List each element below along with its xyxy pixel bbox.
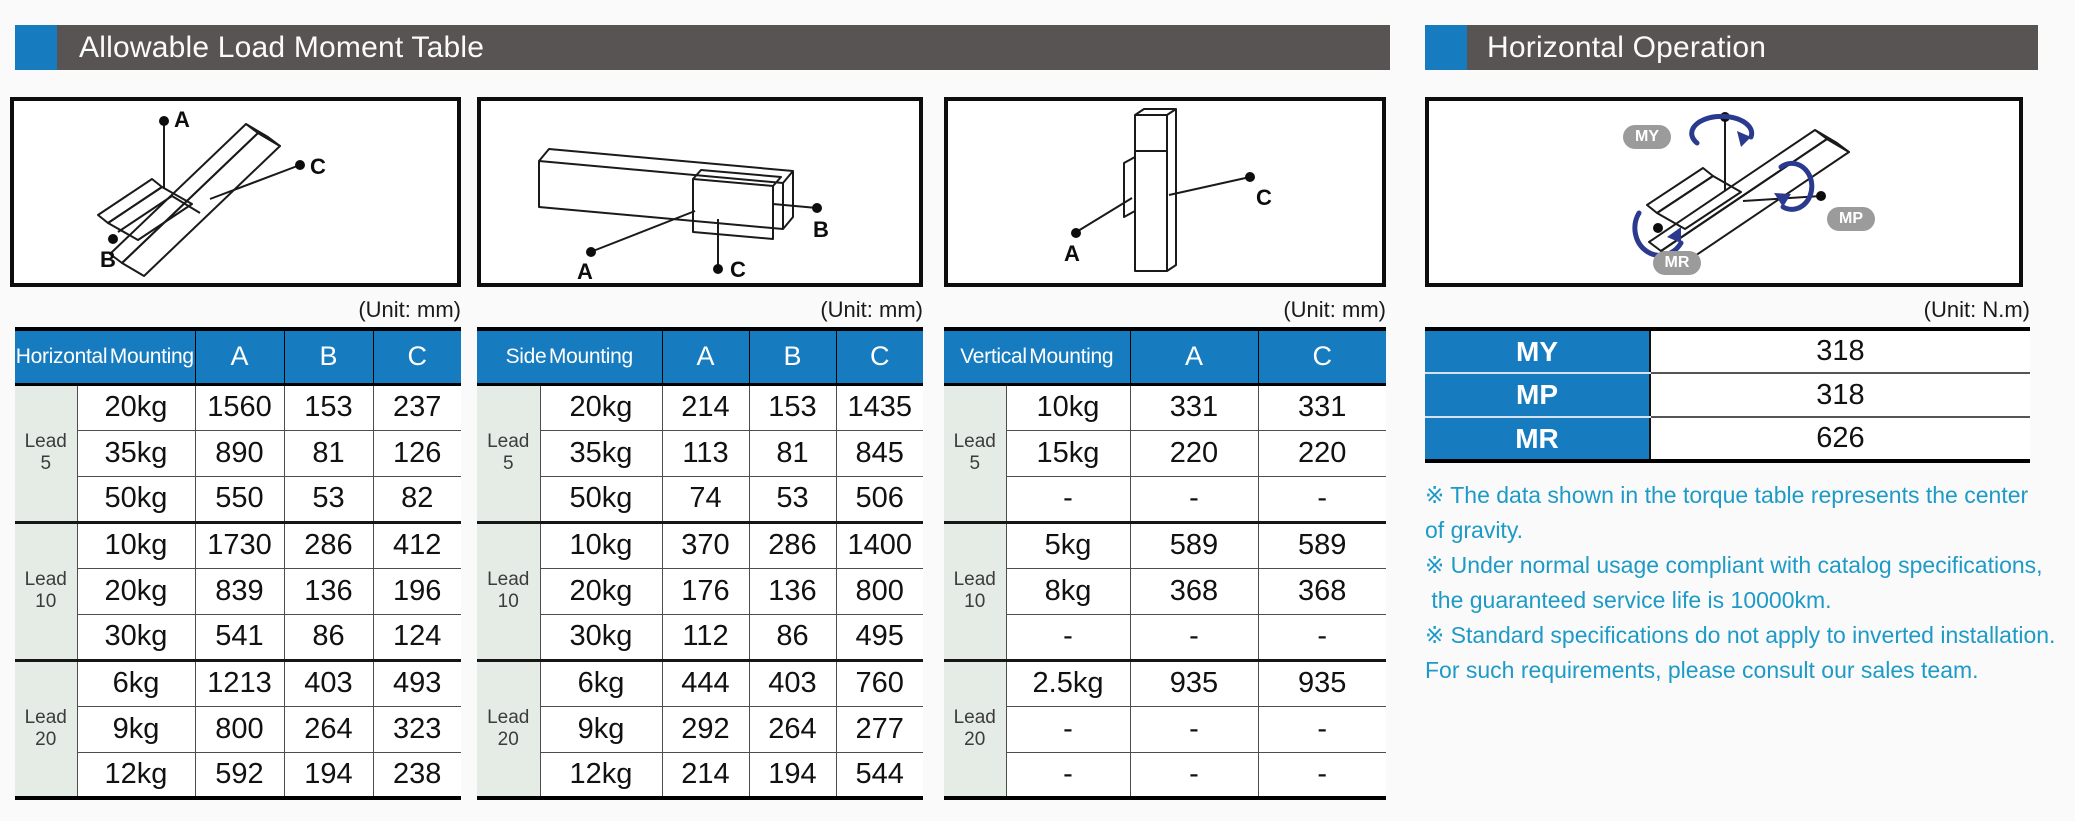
value-cell: - xyxy=(1258,476,1386,522)
moment-value: 318 xyxy=(1650,373,2030,417)
table-row xyxy=(477,430,923,476)
unit-caption-mm: (Unit: mm) xyxy=(1283,297,1386,322)
table-row xyxy=(477,660,923,706)
load-cell: 10kg xyxy=(77,522,195,568)
load-cell: 6kg xyxy=(77,660,195,706)
table-row xyxy=(944,522,1386,568)
table-row xyxy=(477,522,923,568)
value-cell: 124 xyxy=(373,614,461,660)
value-cell: 238 xyxy=(373,752,461,798)
moment-label: MY xyxy=(1425,329,1650,373)
value-cell: 760 xyxy=(836,660,923,706)
value-cell: 800 xyxy=(836,568,923,614)
value-cell: 495 xyxy=(836,614,923,660)
table-row xyxy=(477,384,923,430)
unit-caption-mm: (Unit: mm) xyxy=(820,297,923,322)
load-cell: 6kg xyxy=(540,660,662,706)
unit-caption-mm: (Unit: mm) xyxy=(358,297,461,322)
value-cell: - xyxy=(1130,476,1258,522)
load-cell: 30kg xyxy=(540,614,662,660)
value-cell: 82 xyxy=(373,476,461,522)
lead-group-label: Lead 10 xyxy=(477,522,540,660)
moment-pill-mr: MR xyxy=(1664,254,1690,271)
value-cell: 444 xyxy=(662,660,749,706)
note-line: ※ Under normal usage compliant with catalog specifications, xyxy=(1425,552,2043,578)
point-label-c: C xyxy=(730,257,746,282)
value-cell: 153 xyxy=(749,384,836,430)
mounting-table-grid xyxy=(477,327,923,800)
load-cell: 8kg xyxy=(1006,568,1130,614)
value-cell: 81 xyxy=(284,430,373,476)
column-header: A xyxy=(662,329,749,384)
value-cell: 368 xyxy=(1258,568,1386,614)
value-cell: 113 xyxy=(662,430,749,476)
header-row xyxy=(944,329,1386,384)
value-cell: 589 xyxy=(1130,522,1258,568)
value-cell: 890 xyxy=(195,430,284,476)
value-cell: 220 xyxy=(1130,430,1258,476)
table-row xyxy=(477,752,923,798)
point-label-b: B xyxy=(100,247,116,272)
table-row xyxy=(944,706,1386,752)
table-row xyxy=(477,614,923,660)
side-mounting-diagram xyxy=(477,97,923,287)
column-header: C xyxy=(373,329,461,384)
value-cell: 550 xyxy=(195,476,284,522)
value-cell: 592 xyxy=(195,752,284,798)
value-cell: 286 xyxy=(284,522,373,568)
point-label-b: B xyxy=(813,217,829,242)
value-cell: 1560 xyxy=(195,384,284,430)
lead-group-label: Lead 5 xyxy=(477,384,540,522)
table-row xyxy=(944,430,1386,476)
column-header: A xyxy=(195,329,284,384)
table-row xyxy=(1425,329,2030,373)
value-cell: 214 xyxy=(662,384,749,430)
load-cell: 12kg xyxy=(540,752,662,798)
lead-group-label: Lead 20 xyxy=(15,660,77,798)
value-cell: 194 xyxy=(284,752,373,798)
value-cell: 323 xyxy=(373,706,461,752)
lead-group-label: Lead 10 xyxy=(944,522,1006,660)
value-cell: - xyxy=(1130,614,1258,660)
load-cell: 50kg xyxy=(540,476,662,522)
table-row xyxy=(15,430,461,476)
load-cell: 12kg xyxy=(77,752,195,798)
point-label-a: A xyxy=(577,259,593,284)
table-row xyxy=(15,476,461,522)
load-cell: 20kg xyxy=(540,384,662,430)
table-title: Side Mounting xyxy=(477,329,662,384)
table-row xyxy=(15,384,461,430)
value-cell: - xyxy=(1258,614,1386,660)
table-row xyxy=(15,614,461,660)
point-label-c: C xyxy=(1256,185,1272,210)
mounting-table-grid xyxy=(15,327,461,800)
value-cell: 214 xyxy=(662,752,749,798)
load-cell: 10kg xyxy=(540,522,662,568)
value-cell: 176 xyxy=(662,568,749,614)
note-line: ※ The data shown in the torque table represents the center xyxy=(1425,482,2029,508)
lead-group-label: Lead 10 xyxy=(15,522,77,660)
value-cell: 86 xyxy=(284,614,373,660)
value-cell: 544 xyxy=(836,752,923,798)
load-cell: 15kg xyxy=(1006,430,1130,476)
header-row xyxy=(15,329,461,384)
note-line: of gravity. xyxy=(1425,517,1523,543)
moment-value: 626 xyxy=(1650,417,2030,461)
value-cell: 935 xyxy=(1130,660,1258,706)
load-cell: 20kg xyxy=(77,384,195,430)
load-cell: 30kg xyxy=(77,614,195,660)
moment-value: 318 xyxy=(1650,329,2030,373)
value-cell: 493 xyxy=(373,660,461,706)
value-cell: 220 xyxy=(1258,430,1386,476)
value-cell: - xyxy=(1258,752,1386,798)
value-cell: - xyxy=(1130,752,1258,798)
table-row xyxy=(15,660,461,706)
value-cell: 370 xyxy=(662,522,749,568)
table-row xyxy=(944,476,1386,522)
vertical-mounting-diagram xyxy=(944,97,1386,287)
load-cell: - xyxy=(1006,752,1130,798)
rail-isometric-drawing xyxy=(14,101,457,283)
value-cell: 292 xyxy=(662,706,749,752)
load-cell: 35kg xyxy=(77,430,195,476)
value-cell: 286 xyxy=(749,522,836,568)
load-cell: 35kg xyxy=(540,430,662,476)
header-row xyxy=(477,329,923,384)
lead-group-label: Lead 5 xyxy=(944,384,1006,522)
value-cell: 506 xyxy=(836,476,923,522)
value-cell: 112 xyxy=(662,614,749,660)
unit-caption-nm: (Unit: N.m) xyxy=(1923,297,2030,322)
column-header: C xyxy=(836,329,923,384)
point-label-a: A xyxy=(174,107,190,132)
value-cell: 403 xyxy=(749,660,836,706)
lead-group-label: Lead 5 xyxy=(15,384,77,522)
value-cell: 1213 xyxy=(195,660,284,706)
load-cell: 10kg xyxy=(1006,384,1130,430)
value-cell: 126 xyxy=(373,430,461,476)
table-row xyxy=(15,706,461,752)
torque-table-grid xyxy=(1425,327,2030,463)
side-mounting-table xyxy=(477,327,923,800)
load-cell: 20kg xyxy=(540,568,662,614)
value-cell: - xyxy=(1258,706,1386,752)
moment-axes-drawing xyxy=(1429,101,2019,283)
value-cell: 86 xyxy=(749,614,836,660)
table-row xyxy=(944,752,1386,798)
table-row xyxy=(944,660,1386,706)
load-cell: - xyxy=(1006,614,1130,660)
moment-pill-mp: MP xyxy=(1839,210,1863,227)
table-row xyxy=(944,384,1386,430)
load-cell: 50kg xyxy=(77,476,195,522)
value-cell: 589 xyxy=(1258,522,1386,568)
value-cell: 194 xyxy=(749,752,836,798)
rail-isometric-drawing xyxy=(948,101,1382,283)
mounting-table-grid xyxy=(944,327,1386,800)
section-title-left: Allowable Load Moment Table xyxy=(57,25,1390,70)
value-cell: 800 xyxy=(195,706,284,752)
table-row xyxy=(15,568,461,614)
value-cell: 153 xyxy=(284,384,373,430)
note-line: For such requirements, please consult our sales team. xyxy=(1425,657,1979,683)
table-row xyxy=(477,568,923,614)
accent-square xyxy=(15,25,57,70)
value-cell: 845 xyxy=(836,430,923,476)
value-cell: 935 xyxy=(1258,660,1386,706)
accent-square xyxy=(1425,25,1467,70)
torque-table xyxy=(1425,327,2030,463)
value-cell: 1400 xyxy=(836,522,923,568)
value-cell: 541 xyxy=(195,614,284,660)
value-cell: 1435 xyxy=(836,384,923,430)
table-title: Horizontal Mounting xyxy=(15,329,195,384)
lead-group-label: Lead 20 xyxy=(944,660,1006,798)
value-cell: 331 xyxy=(1130,384,1258,430)
note-line: the guaranteed service life is 10000km. xyxy=(1425,587,1832,613)
section-title-right: Horizontal Operation xyxy=(1467,25,2038,70)
table-row xyxy=(1425,417,2030,461)
lead-group-label: Lead 20 xyxy=(477,660,540,798)
load-cell: 9kg xyxy=(540,706,662,752)
value-cell: 74 xyxy=(662,476,749,522)
column-header: A xyxy=(1130,329,1258,384)
value-cell: 53 xyxy=(284,476,373,522)
note-line: ※ Standard specifications do not apply to inverted installation. xyxy=(1425,622,2056,648)
rail-isometric-drawing xyxy=(481,101,919,283)
column-header: B xyxy=(749,329,836,384)
torque-notes xyxy=(1425,478,2070,688)
load-cell: 2.5kg xyxy=(1006,660,1130,706)
horizontal-operation-diagram xyxy=(1425,97,2023,287)
value-cell: 403 xyxy=(284,660,373,706)
value-cell: 331 xyxy=(1258,384,1386,430)
load-cell: 5kg xyxy=(1006,522,1130,568)
table-row xyxy=(477,476,923,522)
value-cell: - xyxy=(1130,706,1258,752)
table-row xyxy=(477,706,923,752)
load-cell: 20kg xyxy=(77,568,195,614)
value-cell: 1730 xyxy=(195,522,284,568)
load-cell: - xyxy=(1006,706,1130,752)
horizontal-mounting-diagram xyxy=(10,97,461,287)
table-row xyxy=(15,752,461,798)
value-cell: 81 xyxy=(749,430,836,476)
column-header: C xyxy=(1258,329,1386,384)
value-cell: 136 xyxy=(284,568,373,614)
table-row xyxy=(15,522,461,568)
column-header: B xyxy=(284,329,373,384)
value-cell: 136 xyxy=(749,568,836,614)
value-cell: 412 xyxy=(373,522,461,568)
value-cell: 277 xyxy=(836,706,923,752)
load-cell: - xyxy=(1006,476,1130,522)
point-label-a: A xyxy=(1064,241,1080,266)
value-cell: 839 xyxy=(195,568,284,614)
point-label-c: C xyxy=(310,154,326,179)
table-row xyxy=(1425,373,2030,417)
vertical-mounting-table xyxy=(944,327,1386,800)
load-cell: 9kg xyxy=(77,706,195,752)
value-cell: 264 xyxy=(749,706,836,752)
moment-label: MP xyxy=(1425,373,1650,417)
value-cell: 237 xyxy=(373,384,461,430)
moment-label: MR xyxy=(1425,417,1650,461)
value-cell: 53 xyxy=(749,476,836,522)
value-cell: 368 xyxy=(1130,568,1258,614)
value-cell: 264 xyxy=(284,706,373,752)
table-row xyxy=(944,614,1386,660)
horizontal-mounting-table xyxy=(15,327,461,800)
value-cell: 196 xyxy=(373,568,461,614)
table-title: Vertical Mounting xyxy=(944,329,1130,384)
moment-pill-my: MY xyxy=(1635,128,1659,145)
table-row xyxy=(944,568,1386,614)
